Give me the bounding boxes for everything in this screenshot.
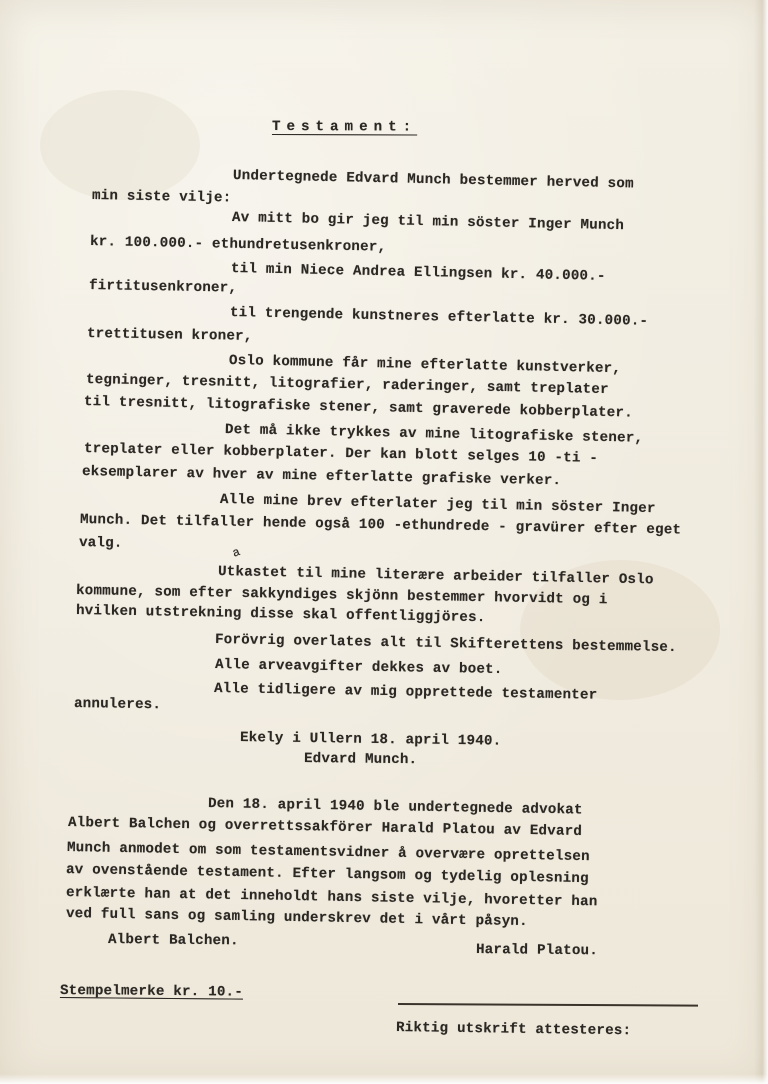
text-line: erklærte han at det inneholdt hans siste vilje, hvoretter han: [65, 885, 598, 911]
text-line: treplater eller kobberplater. Der kan blott selges 10 -ti -: [83, 441, 599, 467]
place-date: Ekely i Ullern 18. april 1940.: [239, 730, 502, 750]
text-line: til tresnitt, litografiske stener, samt graverede kobberplater.: [83, 394, 634, 422]
text-line: Munch anmodet om som testamentsvidner å overvære oprettelsen: [66, 840, 590, 866]
text-line: Av mitt bo gir jeg til min söster Inger Munch: [231, 210, 625, 235]
text-line: eksemplarer av hver av mine efterlatte grafiske verker.: [81, 464, 562, 490]
text-line: firtitusenkroner,: [88, 278, 238, 297]
text-line: tegninger, tresnitt, litografier, raderinger, samt treplater: [85, 372, 609, 399]
text-line: kr. 100.000.- ethundretusenkroner,: [89, 234, 387, 256]
stamp-fee-note: Stempelmerke kr. 10.-: [59, 983, 244, 1001]
text-line: Utkastet til mine literære arbeider tilfaller Oslo: [217, 564, 654, 589]
text-line: Alle mine brev efterlater jeg til min söster Inger: [219, 492, 656, 518]
text-line: Alle tidligere av mig opprettede testamenter: [213, 681, 598, 704]
text-line: Forövrig overlates alt til Skifterettens bestemmelse.: [214, 632, 677, 657]
paper-edge: [754, 0, 768, 1084]
attestation-signature-line: [398, 1003, 698, 1007]
text-line: til min Niece Andrea Ellingsen kr. 40.000.-: [230, 261, 606, 285]
text-line: Den 18. april 1940 ble undertegnede advokat: [207, 796, 583, 819]
text-line: Det må ikke trykkes av mine litografiske stener,: [224, 422, 644, 447]
document-title: Testament:: [271, 119, 418, 136]
text-line: Munch. Det tilfaller hende også 100 -ethundrede - gravürer efter eget: [79, 512, 682, 539]
attestation-text: Riktig utskrift attesteres:: [395, 1020, 632, 1040]
witness-signature: Albert Balchen.: [107, 932, 239, 950]
handwritten-correction: a: [230, 544, 243, 561]
witness-signature: Harald Platou.: [475, 942, 599, 960]
text-line: Albert Balchen og overrettssakförer Harald Platou av Edvard: [67, 815, 583, 840]
text-line: Oslo kommune får mine efterlatte kunstverker,: [228, 353, 622, 378]
text-line: av ovenstående testament. Efter langsom og tydelig oplesning: [65, 862, 589, 888]
text-line: til trengende kunstneres efterlatte kr. 30.000.-: [229, 305, 649, 330]
text-line: Undertegnede Edvard Munch bestemmer herved som: [232, 168, 634, 193]
text-line: trettitusen kroner,: [86, 326, 253, 345]
text-line: hvilken utstrekning disse skal offentliggjöres.: [75, 603, 486, 627]
text-line: ved full sans og samling underskrev det i vårt påsyn.: [65, 906, 528, 931]
text-line: annuleres.: [73, 696, 162, 714]
text-line: min siste vilje:: [91, 188, 232, 207]
text-line: kommune, som efter sakkyndiges skjönn bestemmer hvorvidt og i: [75, 583, 608, 609]
testator-signature: Edvard Munch.: [303, 751, 418, 769]
paper-edge: [0, 1074, 768, 1084]
paper-stain: [40, 90, 200, 200]
text-line: valg.: [78, 535, 123, 552]
text-line: Alle arveavgifter dekkes av boet.: [214, 657, 503, 679]
